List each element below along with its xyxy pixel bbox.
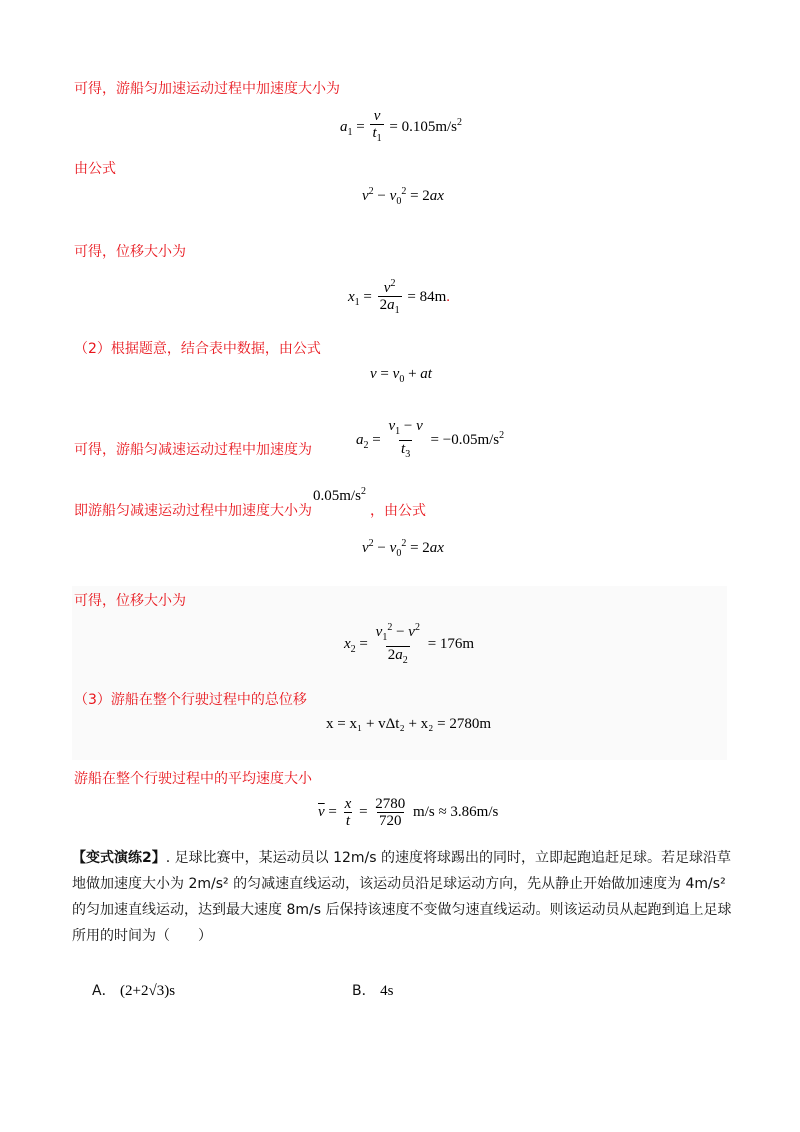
equation-velocity: $v = v_0$ + at xyxy=(370,366,432,385)
text-line: 即游船匀减速运动过程中加速度大小为 xyxy=(74,503,312,519)
equation-result: = 176m xyxy=(427,635,475,652)
text-line: ，由公式 xyxy=(370,503,426,519)
option-b-label: B． xyxy=(352,983,376,999)
text-line: 可得，游船匀加速运动过程中加速度大小为 xyxy=(74,81,340,97)
text-line: 游船在整个行驶过程中的平均速度大小 xyxy=(74,771,312,787)
equation-displacement-1: $x_1$ = $\frac{v^2}{2a_1}$ = 84m. xyxy=(348,276,450,319)
option-a-value: (2+2√3)s xyxy=(120,983,176,999)
inline-value: $0.05m/s^2$ xyxy=(313,486,366,504)
option-a-label: A． xyxy=(92,983,116,999)
exercise-text: . 足球比赛中，某运动员以 12m/s 的速度将球踢出的同时，立即起跑追赶足球。若足球沿草地做加速度大小为 2m/s² 的匀减速直线运动，该运动员沿足球运动方向，先从静止开始做加速度为 4m/s² 的匀加速直线运动，达到最大速度 8m/s 后保持该速度不变做匀速直线运动。则该运动员从起跑到追上足球所用的时间为（ ） xyxy=(72,850,732,944)
text-line: （3）游船在整个行驶过程中的总位移 xyxy=(74,692,307,708)
option-a[interactable] xyxy=(92,980,175,1000)
equation-result: = 84m xyxy=(407,288,447,305)
text-line: 由公式 xyxy=(74,161,116,177)
shaded-region xyxy=(72,586,727,760)
equation-total-displacement: x = x₁ + vΔt₂ + x₂ = 2780m xyxy=(326,716,492,732)
equation-result: = 0.105m/s xyxy=(389,118,458,135)
equation-result: m/s ≈ 3.86m/s xyxy=(413,803,499,820)
exercise-label: 【变式演练2】 xyxy=(72,850,166,866)
equation-displacement-2: $x_2$ = $\frac{v_1^2 - v^2}{2a_2}$ = 176m xyxy=(344,620,474,669)
equation-result: = −0.05m/s xyxy=(430,431,500,448)
option-b[interactable] xyxy=(352,980,393,1000)
option-b-value: 4s xyxy=(380,983,394,999)
equation-kinematic: $v^2 - v_0^2 = 2ax$ xyxy=(362,186,444,207)
text-line: 可得，位移大小为 xyxy=(74,244,186,260)
equation-kinematic: $v^2 - v_0^2 = 2ax$ xyxy=(362,538,444,559)
text-line: 可得，位移大小为 xyxy=(74,593,186,609)
exercise-paragraph xyxy=(72,845,732,949)
text-line: （2）根据题意，结合表中数据，由公式 xyxy=(74,341,321,357)
equation-acceleration-2: $a_2$ = $\frac{v_1 - v}{t_3}$ = $-0.05m/s^2$ xyxy=(356,418,504,463)
equation-average-velocity: $\overline{v}$ = $\frac{x}{t}$ = $\frac{2780}{720}$ m/s ≈ 3.86m/s xyxy=(318,796,499,829)
text-line: 可得，游船匀减速运动过程中加速度为 xyxy=(74,442,312,458)
equation-acceleration-1: $a_1$ = $\frac{v}{t_1}$ = $0.105m/s^2$ xyxy=(340,108,462,147)
